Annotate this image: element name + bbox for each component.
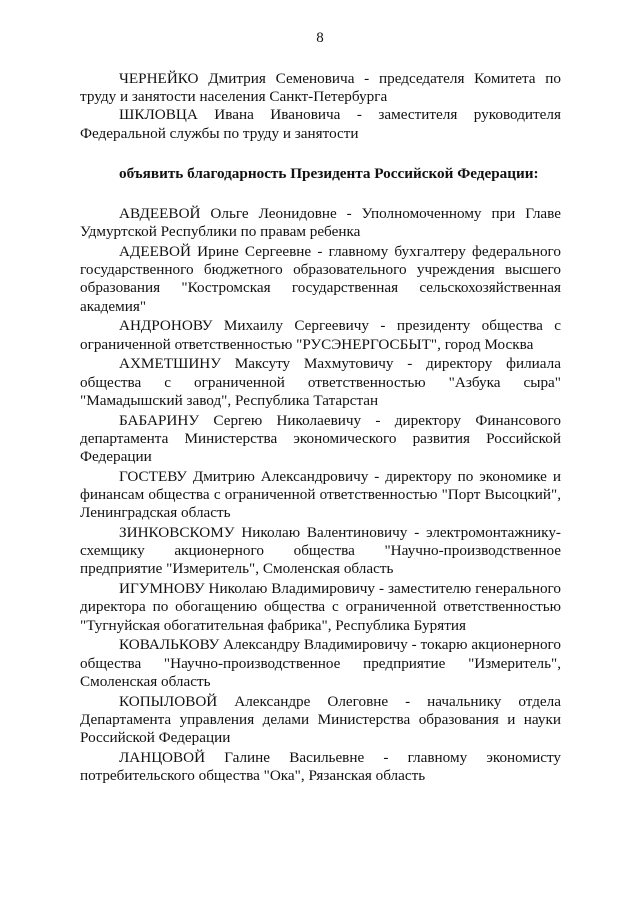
- page-number: 8: [316, 30, 324, 46]
- entry-paragraph: АВДЕЕВОЙ Ольге Леонидовне - Уполномоченному при Главе Удмуртской Республики по правам ребенка: [80, 205, 561, 241]
- entry-paragraph: ИГУМНОВУ Николаю Владимировичу - заместителю генерального директора по обогащению общества с ограниченной ответственностью "Тугнуйская обогатительная фабрика", Республика Бурятия: [80, 580, 561, 634]
- entry-paragraph: ГОСТЕВУ Дмитрию Александровичу - директору по экономике и финансам общества с ограниченной ответственностью "Порт Высоцкий", Ленинградская область: [80, 467, 561, 522]
- entry-paragraph: БАБАРИНУ Сергею Николаевичу - директору Финансового департамента Министерства экономического развития Российской Федерации: [80, 411, 561, 466]
- entry-paragraph: ЧЕРНЕЙКО Дмитрия Семеновича - председателя Комитета по труду и занятости населения Санкт-Петербурга: [80, 70, 561, 106]
- entry-paragraph: КОПЫЛОВОЙ Александре Олеговне - начальнику отдела Департамента управления делами Министерства образования и науки Российской Федерации: [80, 692, 561, 747]
- entry-paragraph: АДЕЕВОЙ Ирине Сергеевне - главному бухгалтеру федерального государственного бюджетного образовательного учреждения высшего образования "Костромская государственная сельскохозяйственная академия": [80, 243, 561, 315]
- entry-paragraph: ЗИНКОВСКОМУ Николаю Валентиновичу - электромонтажнику-схемщику акционерного общества "Научно-производственное предприятие "Измеритель", Смоленская область: [80, 524, 561, 578]
- top-entries: [80, 70, 561, 143]
- entry-paragraph: ШКЛОВЦА Ивана Ивановича - заместителя руководителя Федеральной службы по труду и занятости: [80, 106, 561, 142]
- gratitude-list: [80, 205, 561, 785]
- entry-paragraph: КОВАЛЬКОВУ Александру Владимировичу - токарю акционерного общества "Научно-производственное предприятие "Измеритель", Смоленская область: [80, 636, 561, 690]
- entry-paragraph: АНДРОНОВУ Михаилу Сергеевичу - президенту общества с ограниченной ответственностью "РУСЭНЕРГОСБЫТ", город Москва: [80, 317, 561, 353]
- section-heading: объявить благодарность Президента Российской Федерации:: [119, 164, 539, 182]
- entry-paragraph: АХМЕТШИНУ Максуту Махмутовичу - директору филиала общества с ограниченной ответственностью "Азбука сыра" "Мамадышский завод", Республика Татарстан: [80, 355, 561, 409]
- entry-paragraph: ЛАНЦОВОЙ Галине Васильевне - главному экономисту потребительского общества "Ока", Рязанская область: [80, 748, 561, 785]
- document-body: [80, 70, 561, 785]
